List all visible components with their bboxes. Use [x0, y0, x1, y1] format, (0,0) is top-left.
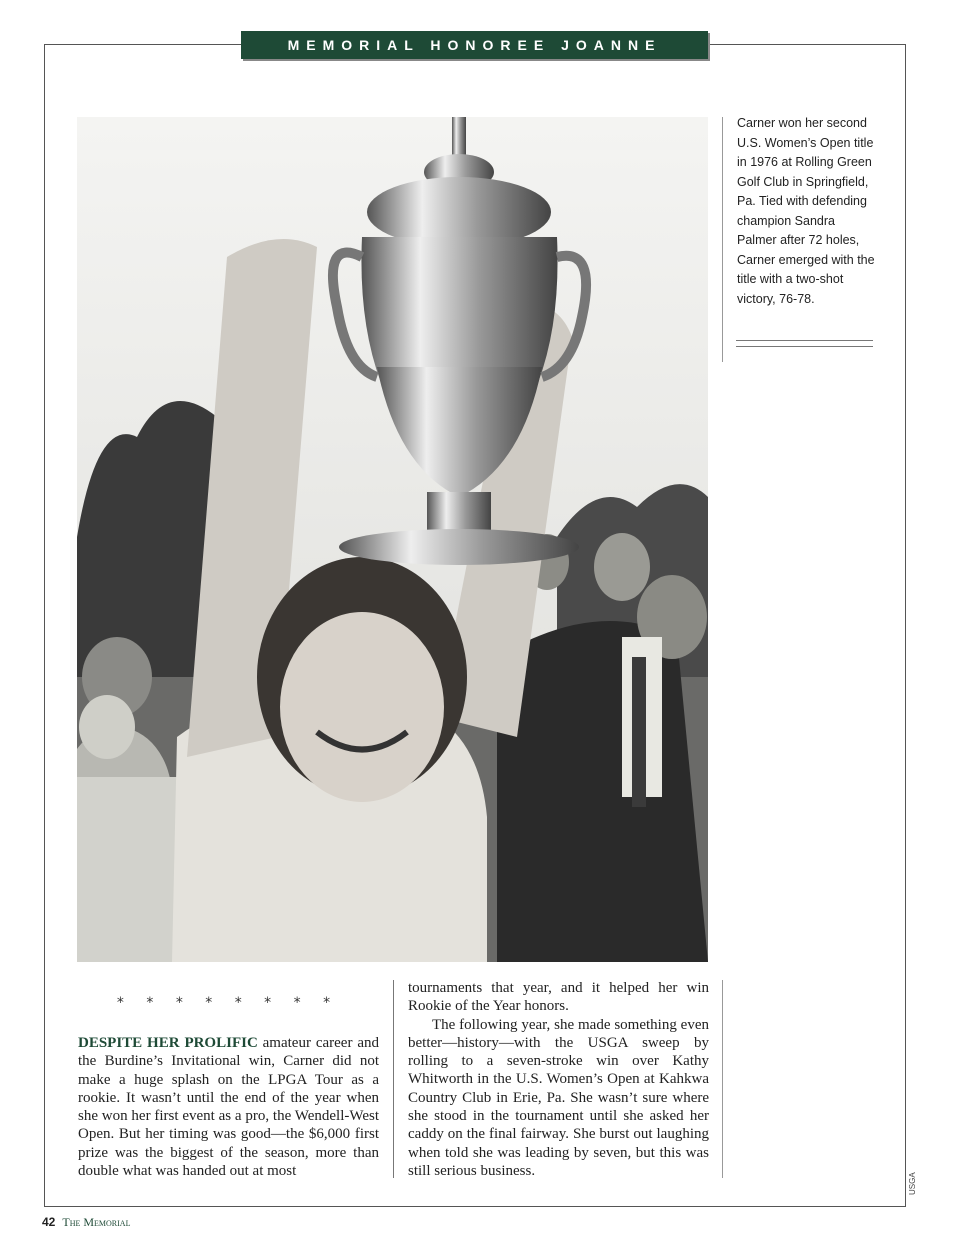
article-column-left: [78, 1034, 379, 1180]
photo-illustration: [77, 117, 708, 962]
section-separator: * * * * * * * *: [116, 995, 340, 1011]
photo-credit: USGA: [908, 1172, 917, 1195]
section-title: MEMORIAL HONOREE JOANNE CARNER: [287, 37, 662, 81]
section-header: [241, 31, 708, 81]
caption-divider: [722, 117, 723, 362]
photo-caption: Carner won her second U.S. Women’s Open title in 1976 at Rolling Green Golf Club in Springfield, Pa. Tied with defending champion Sandra Palmer after 72 holes, Carner emerged with the title with a two-shot victory, 76-78.: [737, 116, 875, 306]
page-number: 42: [42, 1215, 56, 1229]
column-divider-right: [722, 980, 723, 1178]
page-footer: [42, 1215, 130, 1230]
caption-rule-bottom: [736, 346, 873, 347]
caption-rule-top: [736, 340, 873, 341]
paragraph-1-end: tournaments that year, and it helped her win Rookie of the Year honors.: [408, 980, 709, 1015]
article-column-right: [408, 979, 709, 1180]
paragraph-2: The following year, she made something even better—history—with the USGA sweep by rolling to a seven-stroke win over Kathy Whitworth in the U.S. Women’s Open at Kahkwa Country Club in Erie, Pa. She wasn’t sure where she stood in the tournament until she asked her caddy on the final fairway. She burst out laughing when told she was leading by seven, but this was still serious business.: [408, 1016, 709, 1179]
lead-in: DESPITE HER PROLIFIC: [78, 1035, 258, 1051]
paragraph-1-start: amateur career and the Burdine’s Invitational win, Carner did not make a huge splash on the LPGA Tour as a rookie. It wasn’t until the end of the year when she won her first event as a pro, the Wendell-West Open. But her timing was good—the $6,000 first prize was the biggest of the season, more than double what was handed out at most: [78, 1035, 379, 1180]
publication-name: The Memorial: [62, 1215, 131, 1229]
trophy-photo: [77, 117, 708, 962]
column-divider: [393, 980, 394, 1178]
